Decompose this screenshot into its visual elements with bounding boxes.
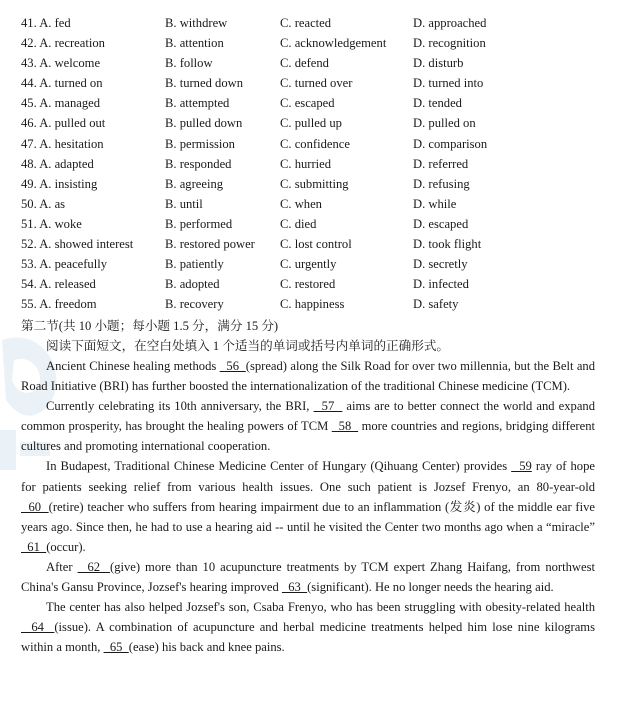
option-choice: B. adopted [165,277,220,292]
option-choice: D. secretly [413,257,468,272]
option-row [21,13,611,33]
instruction-text: 阅读下面短文，在空白处填入 1 个适当的单词或括号内单词的正确形式。 [46,339,449,353]
passage-text: (significant). He no longer needs the hearing aid. [307,580,554,595]
option-choice: C. died [280,216,317,231]
option-choice: C. lost control [280,237,352,252]
option-row [21,234,611,254]
option-choice: B. agreeing [165,176,224,191]
passage-paragraph [21,557,595,597]
option-row [21,113,611,133]
passage-text: Currently celebrating its 10th anniversary, the BRI, [46,399,314,414]
passage-paragraph [21,456,595,556]
answer-blank[interactable]: 61 [21,539,47,554]
option-choice: B. permission [165,136,235,151]
answer-blank[interactable]: 59 [511,459,532,474]
option-choice: D. referred [413,156,469,171]
option-choice: 48. A. adapted [21,156,94,171]
option-choice: D. took flight [413,237,482,252]
passage-text: more countries and regions, bridging different cultures and promoting international cooperation. [21,419,596,454]
option-choice: C. confidence [280,136,350,151]
option-row [21,174,611,194]
option-row [21,33,611,53]
option-choice: D. turned into [413,76,484,91]
option-choice: 42. A. recreation [21,36,105,51]
option-choice: 55. A. freedom [21,297,97,312]
passage-text: Ancient Chinese healing methods [46,359,220,373]
passage-text: In Budapest, Traditional Chinese Medicine Center of Hungary (Qihuang Center) provides [46,459,512,474]
option-choice: C. reacted [280,16,332,30]
option-row [21,214,611,234]
passage-paragraph [21,356,595,396]
answer-blank[interactable]: 64 [21,620,55,635]
option-choice: 44. A. turned on [21,76,103,91]
option-choice: 47. A. hesitation [21,136,104,151]
option-choice: 54. A. released [21,277,96,292]
option-choice: B. restored power [165,237,255,252]
option-choice: C. urgently [280,257,337,272]
option-choice: B. performed [165,216,233,231]
option-row [21,154,611,174]
answer-blank[interactable]: 63 [281,580,308,595]
answer-blank[interactable]: 62 [77,559,111,574]
option-choice: C. acknowledgement [280,36,387,51]
option-choice: 45. A. managed [21,96,101,111]
option-choice: C. escaped [280,96,335,111]
option-choice: D. tended [413,96,462,111]
option-choice: D. safety [413,297,459,312]
passage-text: (retire) teacher who suffers from hearing impairment due to an inflammation (发炎) of the middle ear five years ago. Since then, he had to use a hearing aid -- until he visited the Center two months ago when a “miracle” [21,499,595,534]
option-row [21,294,611,314]
option-choice: 53. A. peacefully [21,257,108,272]
passage-text: (occur). [46,539,86,554]
option-row [21,93,611,113]
option-choice: 52. A. showed interest [21,237,134,252]
option-row [21,194,611,214]
option-row [21,53,611,73]
option-choice: B. withdrew [165,16,228,30]
passage-paragraph [21,396,595,456]
option-choice: B. patiently [165,257,224,272]
option-choice: 43. A. welcome [21,56,101,71]
option-choice: C. defend [280,56,329,71]
answer-blank[interactable]: 56 [219,359,246,373]
option-choice: D. recognition [413,36,486,51]
reading-passage [21,356,595,657]
option-choice: B. until [165,196,203,211]
option-choice: D. pulled on [413,116,476,131]
option-choice: B. attention [165,36,224,51]
answer-options-table [21,13,611,314]
option-choice: C. happiness [280,297,345,312]
passage-text: (give) more than 10 acupuncture treatments by TCM expert Zhang Haifang, from northwest China's Gansu Province, Jozsef's hearing improved [21,559,595,595]
passage-text: ray of hope for patients seeking relief from various health issues. One such patient is Jozsef Frenyo, an 80-year-old [21,459,595,494]
option-choice: 41. A. fed [21,16,71,30]
answer-blank[interactable]: 60 [21,499,49,514]
option-choice: 50. A. as [21,196,66,211]
option-choice: 51. A. woke [21,216,82,231]
option-choice: D. refusing [413,176,470,191]
option-row [21,274,611,294]
option-choice: C. turned over [280,76,353,91]
option-choice: D. infected [413,277,469,292]
option-choice: B. pulled down [165,116,243,131]
option-choice: C. hurried [280,156,332,171]
option-choice: C. when [280,196,322,211]
answer-blank[interactable]: 58 [331,419,359,434]
passage-text: After [46,559,78,574]
option-choice: C. restored [280,277,336,292]
option-choice: B. recovery [165,297,224,312]
option-row [21,254,611,274]
option-choice: D. while [413,196,457,211]
option-choice: D. escaped [413,216,469,231]
passage-paragraph [21,597,595,657]
option-choice: B. responded [165,156,232,171]
option-choice: D. disturb [413,56,464,71]
option-row [21,73,611,93]
passage-text: The center has also helped Jozsef's son, Csaba Frenyo, who has been struggling with obesity-related health [46,600,595,615]
option-choice: C. pulled up [280,116,342,131]
option-choice: 46. A. pulled out [21,116,106,131]
option-choice: C. submitting [280,176,349,191]
option-choice: B. follow [165,56,213,71]
option-row [21,134,611,154]
section-heading: 第二节(共 10 小题；每小题 1.5 分，满分 15 分) [21,319,279,333]
option-choice: D. approached [413,16,487,30]
option-choice: 49. A. insisting [21,176,98,191]
passage-text: (ease) his back and knee pains. [128,640,285,655]
answer-blank[interactable]: 65 [103,640,129,655]
passage-text: aims are to better connect the world and expand common prosperity, has brought the healing powers of TCM [21,399,596,434]
option-choice: B. attempted [165,96,230,111]
answer-blank[interactable]: 57 [313,399,343,414]
passage-text: (spread) along the Silk Road for over two millennia, but the Belt and Road Initiative (BRI) has further boosted the internationalization of the traditional Chinese medicine (TCM). [21,359,596,394]
option-choice: B. turned down [165,76,244,91]
option-choice: D. comparison [413,136,488,151]
passage-text: (issue). A combination of acupuncture and herbal medicine treatments helped him lose nine kilograms within a month, [21,620,595,655]
